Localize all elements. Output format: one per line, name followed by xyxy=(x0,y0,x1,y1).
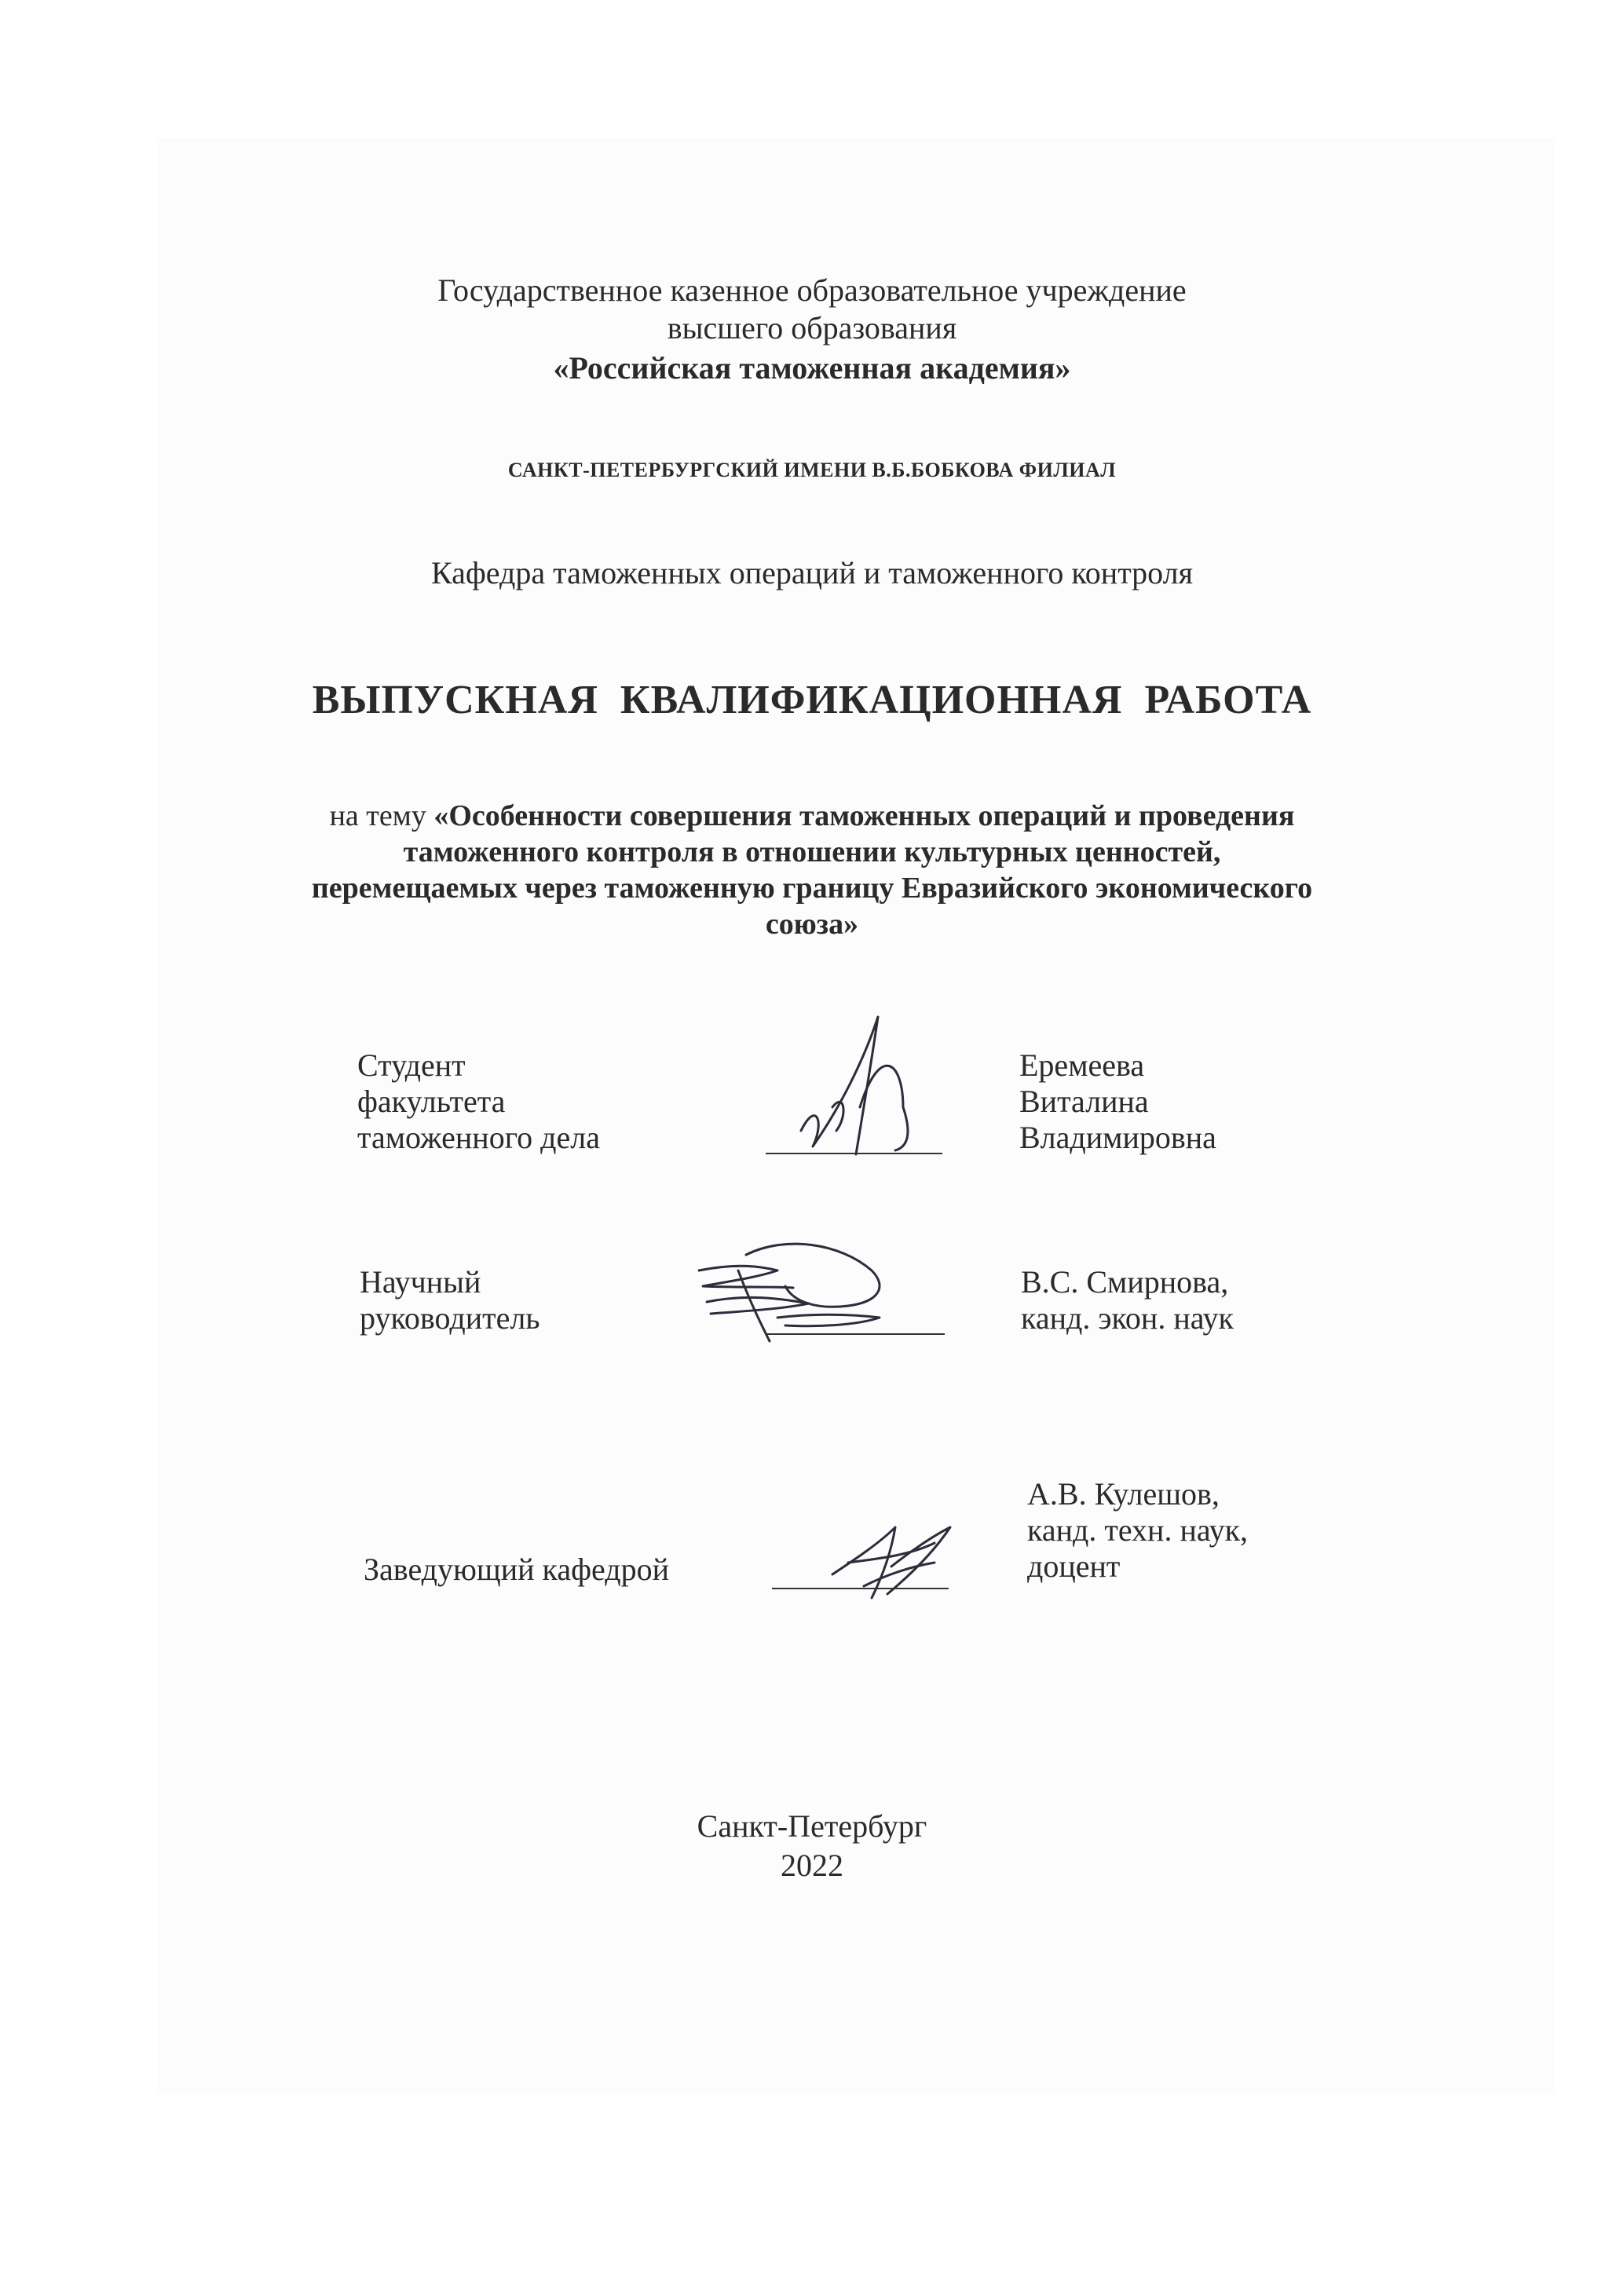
supervisor-name-line-2: канд. экон. наук xyxy=(1021,1300,1234,1336)
student-role-line-1: Студент xyxy=(357,1047,466,1083)
student-role-line-3: таможенного дела xyxy=(357,1120,600,1155)
supervisor-role-line-2: руководитель xyxy=(360,1300,540,1336)
head-name xyxy=(1027,1476,1248,1585)
head-name-line-3: доцент xyxy=(1027,1548,1121,1584)
institution-line-1: Государственное казенное образовательное учреждение xyxy=(437,272,1187,308)
head-name-line-1: А.В. Кулешов, xyxy=(1027,1476,1220,1512)
supervisor-name xyxy=(1021,1264,1234,1336)
topic-line-3: перемещаемых через таможенную границу Евразийского экономического xyxy=(311,872,1313,905)
student-role xyxy=(357,1047,600,1156)
student-name-line-3: Владимировна xyxy=(1019,1120,1216,1155)
institution-line-2: высшего образования xyxy=(667,310,957,345)
head-name-line-2: канд. техн. наук, xyxy=(1027,1512,1249,1548)
student-name xyxy=(1019,1047,1216,1156)
footer-city: Санкт-Петербург xyxy=(697,1808,927,1844)
topic-text-1: «Особенности совершения таможенных операций и проведения xyxy=(433,799,1295,832)
student-role-line-2: факультета xyxy=(357,1084,506,1119)
student-name-line-2: Виталина xyxy=(1019,1084,1149,1119)
student-signature xyxy=(785,1013,942,1170)
work-type-title: ВЫПУСКНАЯ КВАЛИФИКАЦИОННАЯ РАБОТА xyxy=(312,678,1312,722)
academy-name: «Российская таможенная академия» xyxy=(553,350,1071,386)
head-signature xyxy=(817,1519,958,1606)
topic-prefix: на тему xyxy=(329,799,434,832)
topic-line-2: таможенного контроля в отношении культурных ценностей, xyxy=(403,835,1221,868)
topic-line-4: союза» xyxy=(765,908,859,941)
supervisor-role-line-1: Научный xyxy=(360,1264,481,1300)
student-name-line-1: Еремеева xyxy=(1019,1047,1145,1083)
footer-year: 2022 xyxy=(781,1848,843,1883)
topic-line-1 xyxy=(0,798,1624,834)
supervisor-name-line-1: В.С. Смирнова, xyxy=(1021,1264,1229,1300)
supervisor-signature xyxy=(691,1239,903,1349)
supervisor-role xyxy=(360,1264,540,1336)
head-role: Заведующий кафедрой xyxy=(364,1552,670,1587)
branch-name: САНКТ-ПЕТЕРБУРГСКИЙ ИМЕНИ В.Б.БОБКОВА ФИЛИАЛ xyxy=(507,459,1117,481)
department-name: Кафедра таможенных операций и таможенного контроля xyxy=(430,555,1194,590)
